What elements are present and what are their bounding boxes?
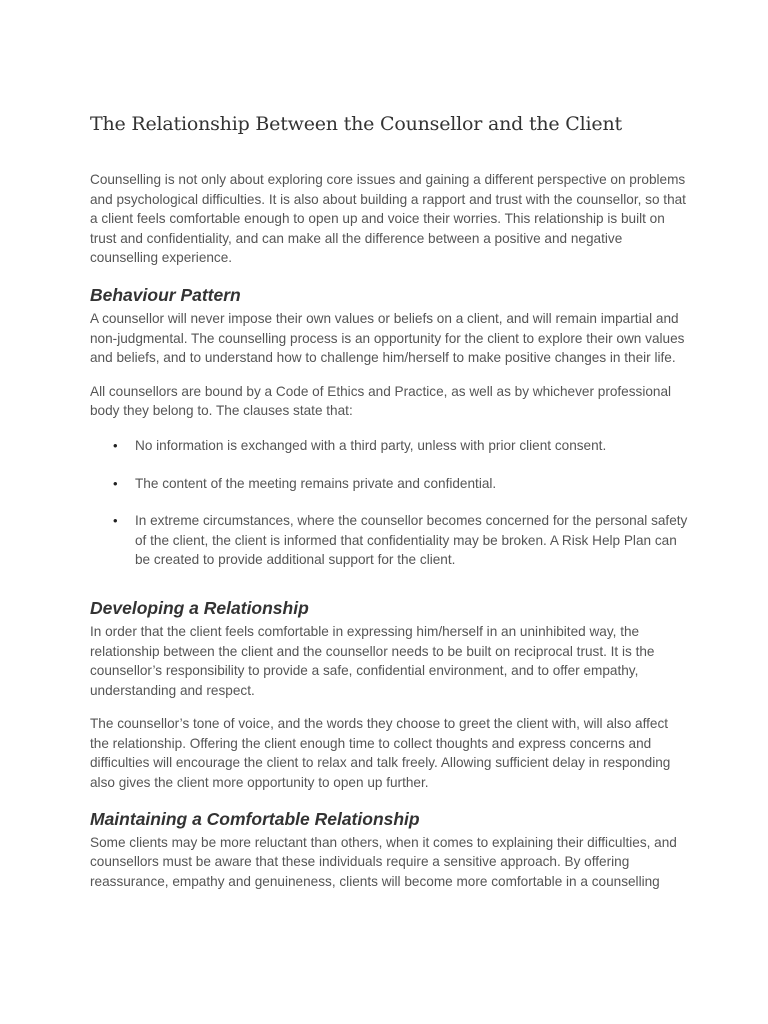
list-item	[113, 474, 690, 494]
section-paragraph: Some clients may be more reluctant than others, when it comes to explaining their difficulties, and counsellors must be aware that these individuals require a sensitive approach. By offering reassurance, empathy and genuineness, clients will become more comfortable in a counselling	[90, 834, 677, 889]
list-item-text: In extreme circumstances, where the counsellor becomes concerned for the personal safety of the client, the client is informed that confidentiality may be broken. A Risk Help Plan can be created to provide additional support for the client.	[135, 513, 688, 568]
intro-paragraph: Counselling is not only about exploring core issues and gaining a different perspective on problems and psychological difficulties. It is also about building a rapport and trust with the counsellor, so that a client feels comfortable enough to open up and voice their worries. This relationship is built on trust and confidentiality, and can make all the difference between a positive and negative counselling experience.	[90, 172, 686, 266]
document-title: The Relationship Between the Counsellor and the Client	[90, 113, 622, 135]
section-paragraph: In order that the client feels comfortable in expressing him/herself in an uninhibited way, the relationship between the client and the counsellor needs to be built on reciprocal trust. It is the counsellor’s responsibility to provide a safe, confidential environment, and to offer empathy, understanding and respect.	[90, 623, 655, 698]
section-heading: Developing a Relationship	[90, 597, 309, 618]
bullet-icon: •	[113, 513, 118, 529]
section-heading: Maintaining a Comfortable Relationship	[90, 808, 420, 829]
section-heading: Behaviour Pattern	[90, 284, 241, 305]
list-item	[113, 436, 690, 456]
section-paragraph: All counsellors are bound by a Code of Ethics and Practice, as well as by whichever professional body they belong to. The clauses state that:	[90, 383, 672, 419]
section-maintaining-relationship	[90, 807, 690, 892]
list-item	[113, 511, 690, 570]
bullet-icon: •	[113, 437, 118, 453]
section-paragraph: A counsellor will never impose their own values or beliefs on a client, and will remain impartial and non-judgmental. The counselling process is an opportunity for the client to explore their own values and beliefs, and to understand how to challenge him/herself to make positive changes in their life.	[90, 310, 685, 366]
bullet-icon: •	[113, 475, 118, 491]
list-item-text: The content of the meeting remains private and confidential.	[135, 475, 497, 491]
clauses-list	[90, 436, 690, 570]
document-body	[90, 170, 690, 903]
list-item-text: No information is exchanged with a third party, unless with prior client consent.	[135, 437, 607, 453]
section-developing-relationship	[90, 596, 690, 793]
section-behaviour-pattern	[90, 283, 690, 570]
section-paragraph: The counsellor’s tone of voice, and the words they choose to greet the client with, will also affect the relationship. Offering the client enough time to collect thoughts and express concerns and difficulties will encourage the client to relax and talk freely. Allowing sufficient delay in responding also gives the client more opportunity to open up further.	[90, 716, 671, 791]
